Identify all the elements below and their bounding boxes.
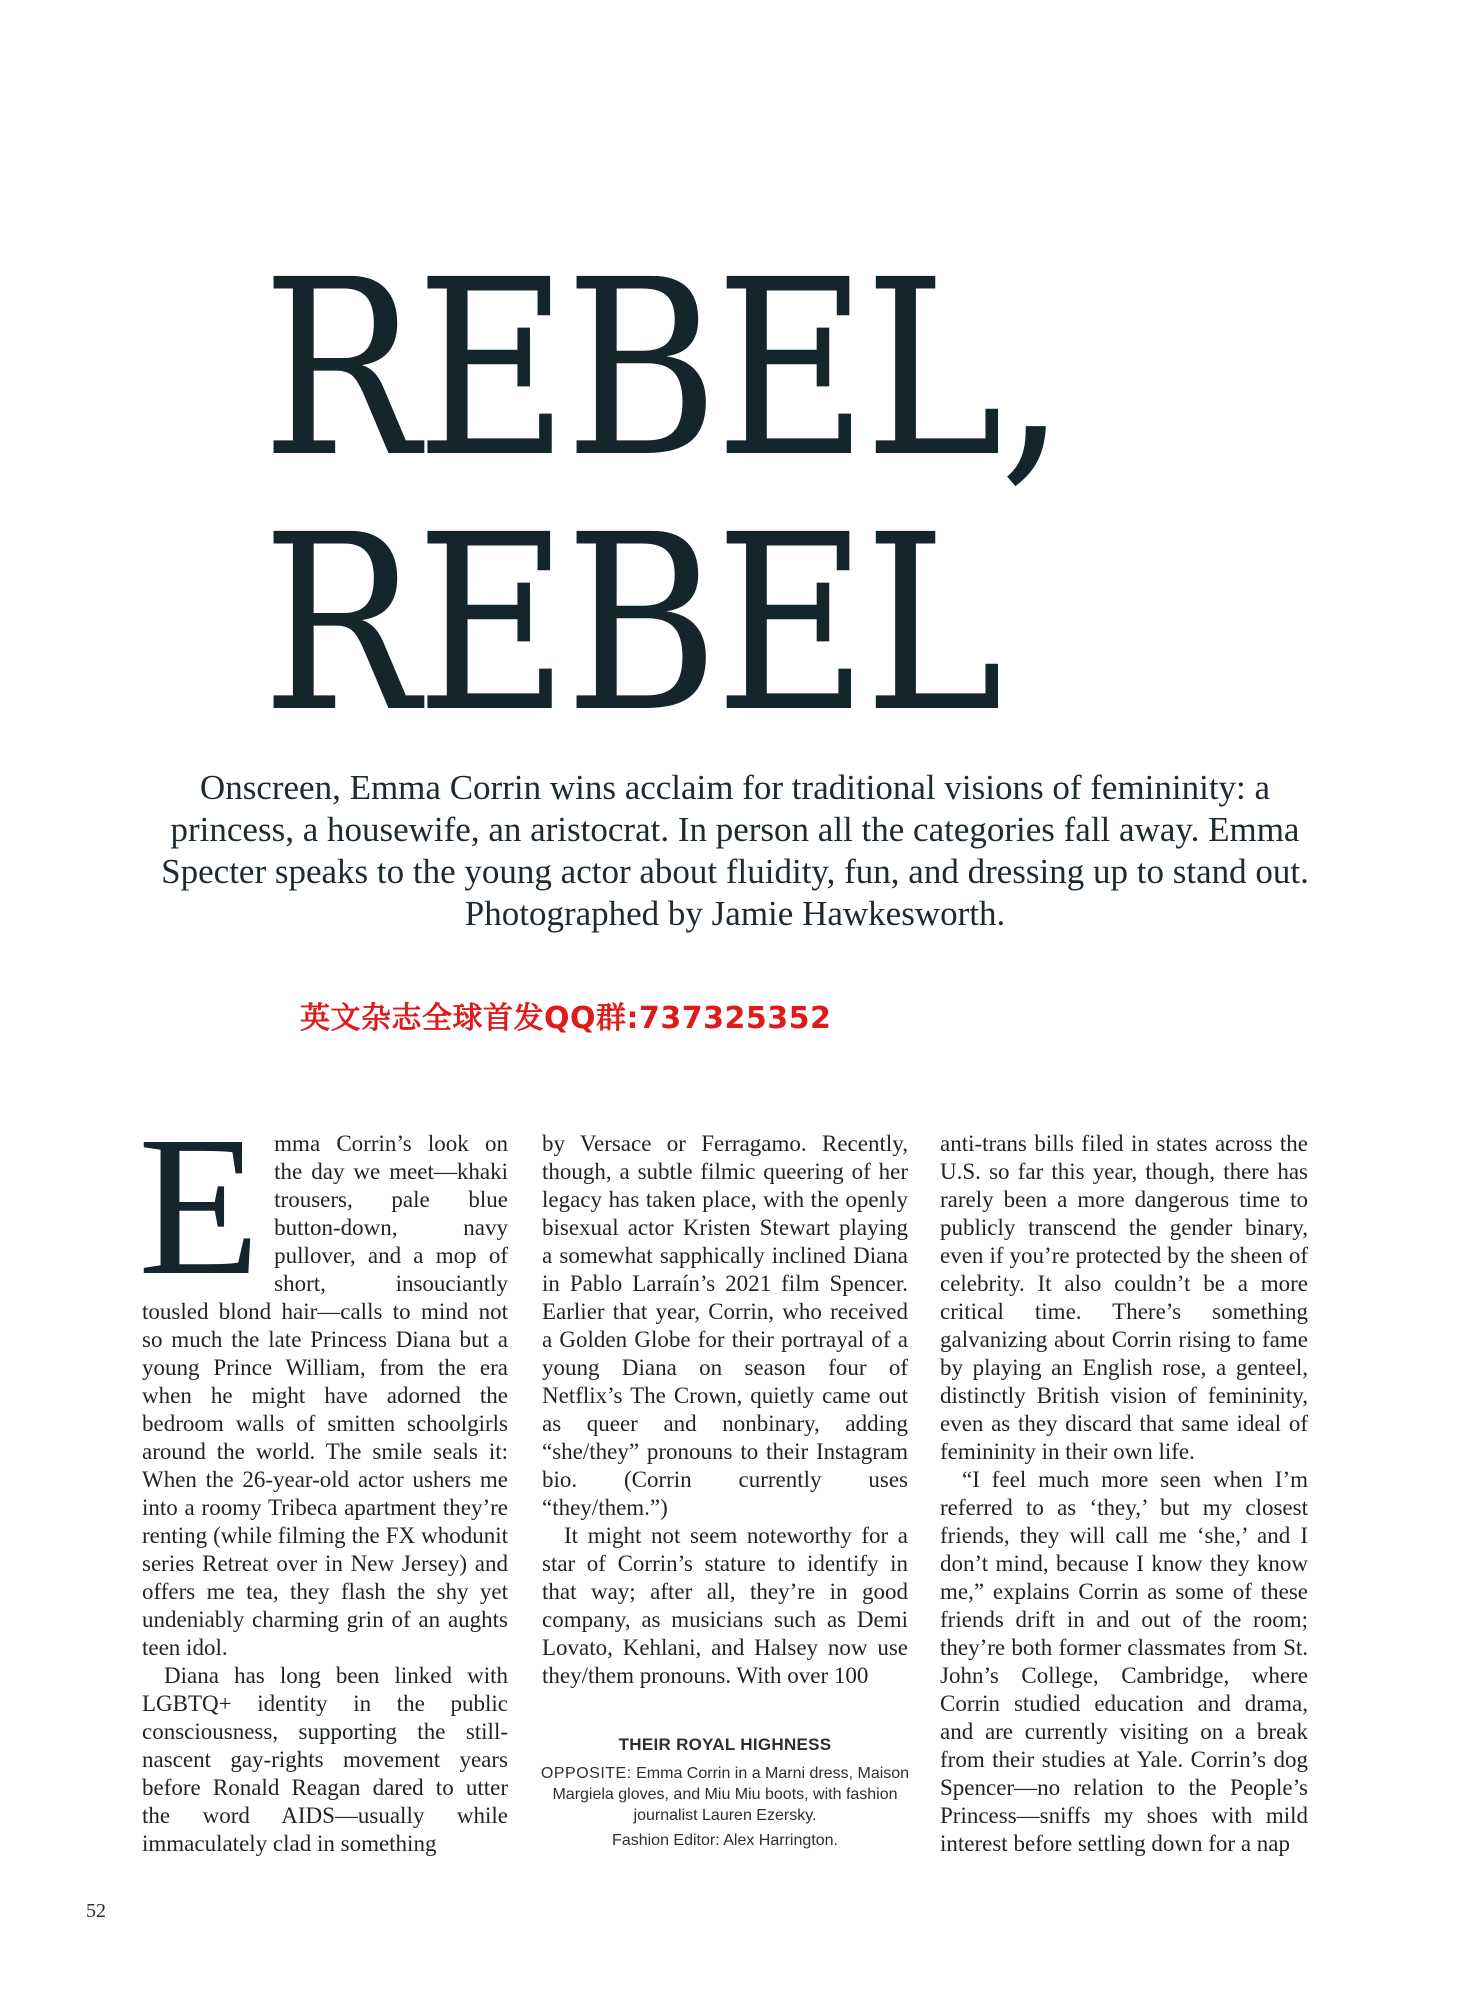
body-column-2 <box>542 1130 908 1690</box>
drop-cap: E <box>138 1096 261 1317</box>
body-paragraph: anti-trans bills filed in states across the U.S. so far this year, though, there has rarely been a more dangerous time to publicly transcend the gender binary, even if you’re protected by the sheen of celebrity. It also couldn’t be a more critical time. There’s something galvanizing about Corrin rising to fame by playing an English rose, a genteel, distinctly British vision of femininity, even as they discard that same ideal of femininity in their own life. <box>940 1131 1308 1464</box>
body-column-1 <box>138 1096 508 1858</box>
body-column-3 <box>940 1130 1308 1858</box>
body-paragraph: Diana has long been linked with LGBTQ+ identity in the public consciousness, supporting the still-nascent gay-rights movement years before Ronald Reagan dared to utter the word AIDS—usually while immaculately clad in something <box>142 1663 508 1856</box>
body-paragraph: by Versace or Ferragamo. Recently, though, a subtle filmic queering of her legacy has taken place, with the openly bisexual actor Kristen Stewart playing a somewhat sapphically inclined Diana in Pablo Larraín’s 2021 film Spencer. Earlier that year, Corrin, who received a Golden Globe for their portrayal of a young Diana on season four of Netflix’s The Crown, quietly came out as queer and nonbinary, adding “she/they” pronouns to their Instagram bio. (Corrin currently uses “they/them.”) <box>542 1131 908 1520</box>
caption-editor-credit: Fashion Editor: Alex Harrington. <box>612 1832 838 1849</box>
body-paragraph: mma Corrin’s look on the day we meet—khaki trousers, pale blue button-down, navy pullover, and a mop of short, insouciantly tousled blond hair—calls to mind not so much the late Princess Diana but a young Prince William, from the era when he might have adorned the bedroom walls of smitten schoolgirls around the world. The smile seals it: When the 26-year-old actor ushers me into a roomy Tribeca apartment they’re renting (while filming the FX whodunit series Retreat over in New Jersey) and offers me tea, they flash the shy yet undeniably charming grin of an aughts teen idol. <box>142 1131 508 1660</box>
caption-label: OPPOSITE: <box>540 1765 632 1782</box>
body-paragraph: “I feel much more seen when I’m referred to as ‘they,’ but my closest friends, they will call me ‘she,’ and I don’t mind, because I know they know me,” explains Corrin as some of these friends drift in and out of the room; they’re both former classmates from St. John’s College, Cambridge, where Corrin studied education and drama, and are currently visiting on a break from their studies at Yale. Corrin’s dog Spencer—no relation to the People’s Princess—sniffs my shoes with mild interest before settling down for a nap <box>940 1467 1308 1856</box>
caption-body <box>540 1763 910 1826</box>
body-paragraph: It might not seem noteworthy for a star of Corrin’s stature to identify in that way; after all, they’re in good company, as musicians such as Demi Lovato, Kehlani, and Halsey now use they/them pronouns. With over 100 <box>542 1523 908 1688</box>
headline-line-1: REBEL, <box>262 228 1063 511</box>
photo-caption <box>540 1735 910 1850</box>
article-deck: Onscreen, Emma Corrin wins acclaim for traditional visions of femininity: a princess, a housewife, an aristocrat. In person all the categories fall away. Emma Specter speaks to the young actor about fluidity, fun, and dressing up to stand out. Photographed by Jamie Hawkesworth. <box>161 768 1309 933</box>
page-number: 52 <box>86 1900 106 1922</box>
headline-line-2: REBEL <box>262 483 1000 766</box>
caption-title: THEIR ROYAL HIGHNESS <box>618 1735 832 1754</box>
caption-text: Emma Corrin in a Marni dress, Maison Margiela gloves, and Miu Miu boots, with fashion journalist Lauren Ezersky. <box>552 1765 910 1824</box>
promo-watermark-text: 英文杂志全球首发QQ群:737325352 <box>300 1001 832 1036</box>
